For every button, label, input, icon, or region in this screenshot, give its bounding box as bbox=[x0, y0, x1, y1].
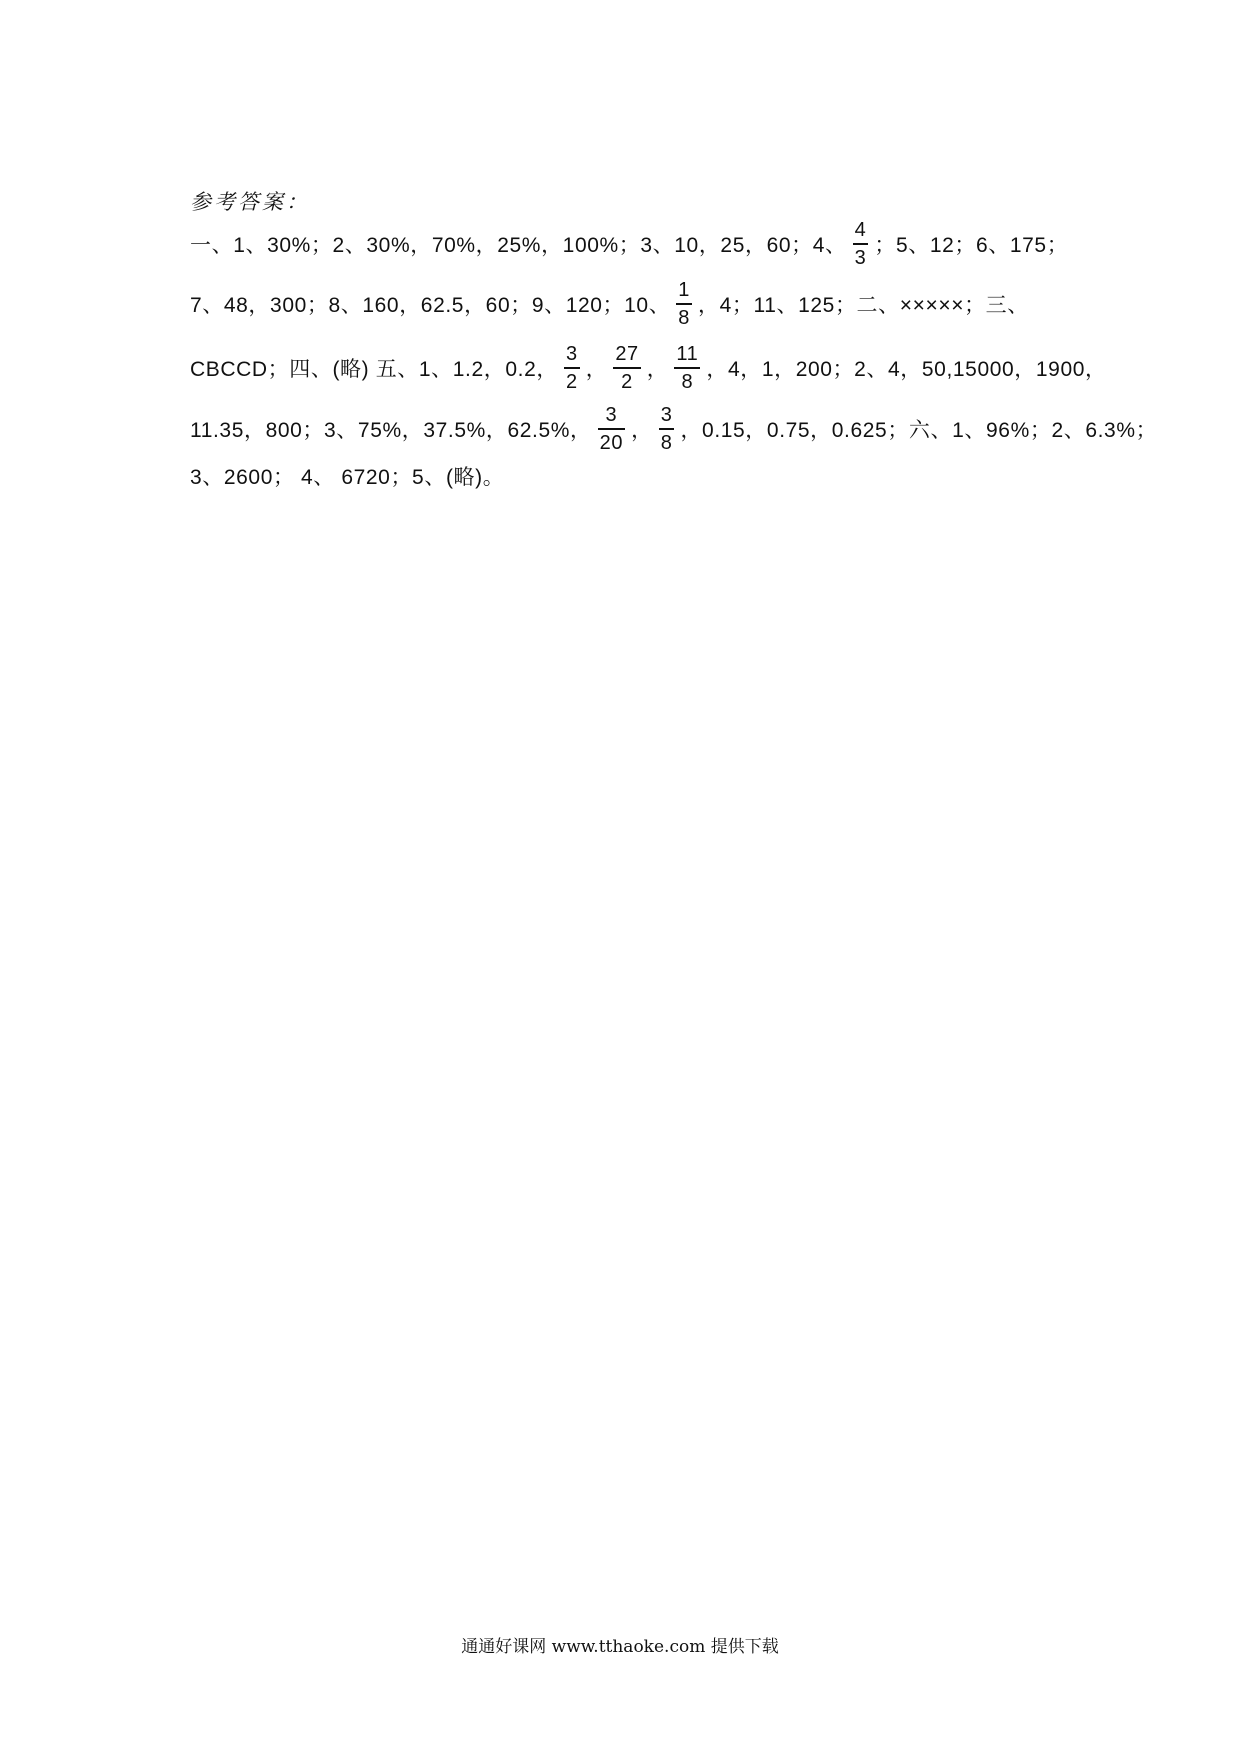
answer-line-3 bbox=[190, 338, 1107, 398]
answer-text: 11.35，800；3、75%，37.5%，62.5%， bbox=[190, 419, 592, 442]
fraction bbox=[564, 344, 580, 392]
answer-text: 7、48，300；8、160，62.5，60；9、120；10、 bbox=[190, 294, 671, 317]
answer-text: ， bbox=[646, 358, 669, 381]
fraction-numerator: 4 bbox=[854, 219, 867, 241]
fraction-denominator: 8 bbox=[678, 307, 691, 329]
fraction-numerator: 11 bbox=[676, 343, 699, 365]
fraction bbox=[613, 344, 640, 392]
fraction-numerator: 1 bbox=[678, 279, 691, 301]
fraction-numerator: 3 bbox=[605, 404, 618, 426]
fraction-denominator: 2 bbox=[565, 371, 578, 393]
answer-text: CBCCD；四、(略) 五、1、1.2，0.2， bbox=[190, 358, 558, 381]
answer-text: ，4；11、125；二、×××××；三、 bbox=[698, 294, 1029, 317]
fraction-denominator: 8 bbox=[660, 432, 673, 454]
fraction bbox=[853, 220, 869, 268]
answer-text: 一、1、30%；2、30%，70%，25%，100%；3、10，25，60；4、 bbox=[190, 234, 847, 257]
fraction bbox=[676, 280, 692, 328]
answers-heading: 参考答案： bbox=[190, 190, 310, 214]
fraction-denominator: 2 bbox=[621, 371, 633, 393]
fraction bbox=[674, 344, 700, 392]
answer-text: ， bbox=[585, 358, 608, 381]
answer-line-5 bbox=[190, 446, 1070, 506]
page-footer: 通通好课网 www.tthaoke.com 提供下载 bbox=[461, 1637, 779, 1657]
answer-text: ，0.15，0.75，0.625；六、1、96%；2、6.3%； bbox=[680, 419, 1158, 442]
answer-text: ， bbox=[631, 419, 653, 442]
answer-line-2 bbox=[190, 274, 1070, 334]
fraction-numerator: 3 bbox=[565, 343, 578, 365]
fraction-denominator: 8 bbox=[681, 371, 694, 393]
answer-text: ，4，1，200；2、4，50,15000，1900， bbox=[706, 358, 1107, 381]
answer-text: 3、2600； 4、 6720；5、(略)。 bbox=[190, 466, 505, 489]
fraction-numerator: 3 bbox=[660, 404, 673, 426]
answer-text: ；5、12；6、175； bbox=[874, 234, 1069, 257]
fraction-denominator: 3 bbox=[854, 247, 867, 269]
fraction-denominator: 20 bbox=[599, 432, 624, 454]
fraction-numerator: 27 bbox=[615, 343, 639, 365]
answer-line-1 bbox=[190, 214, 1070, 274]
